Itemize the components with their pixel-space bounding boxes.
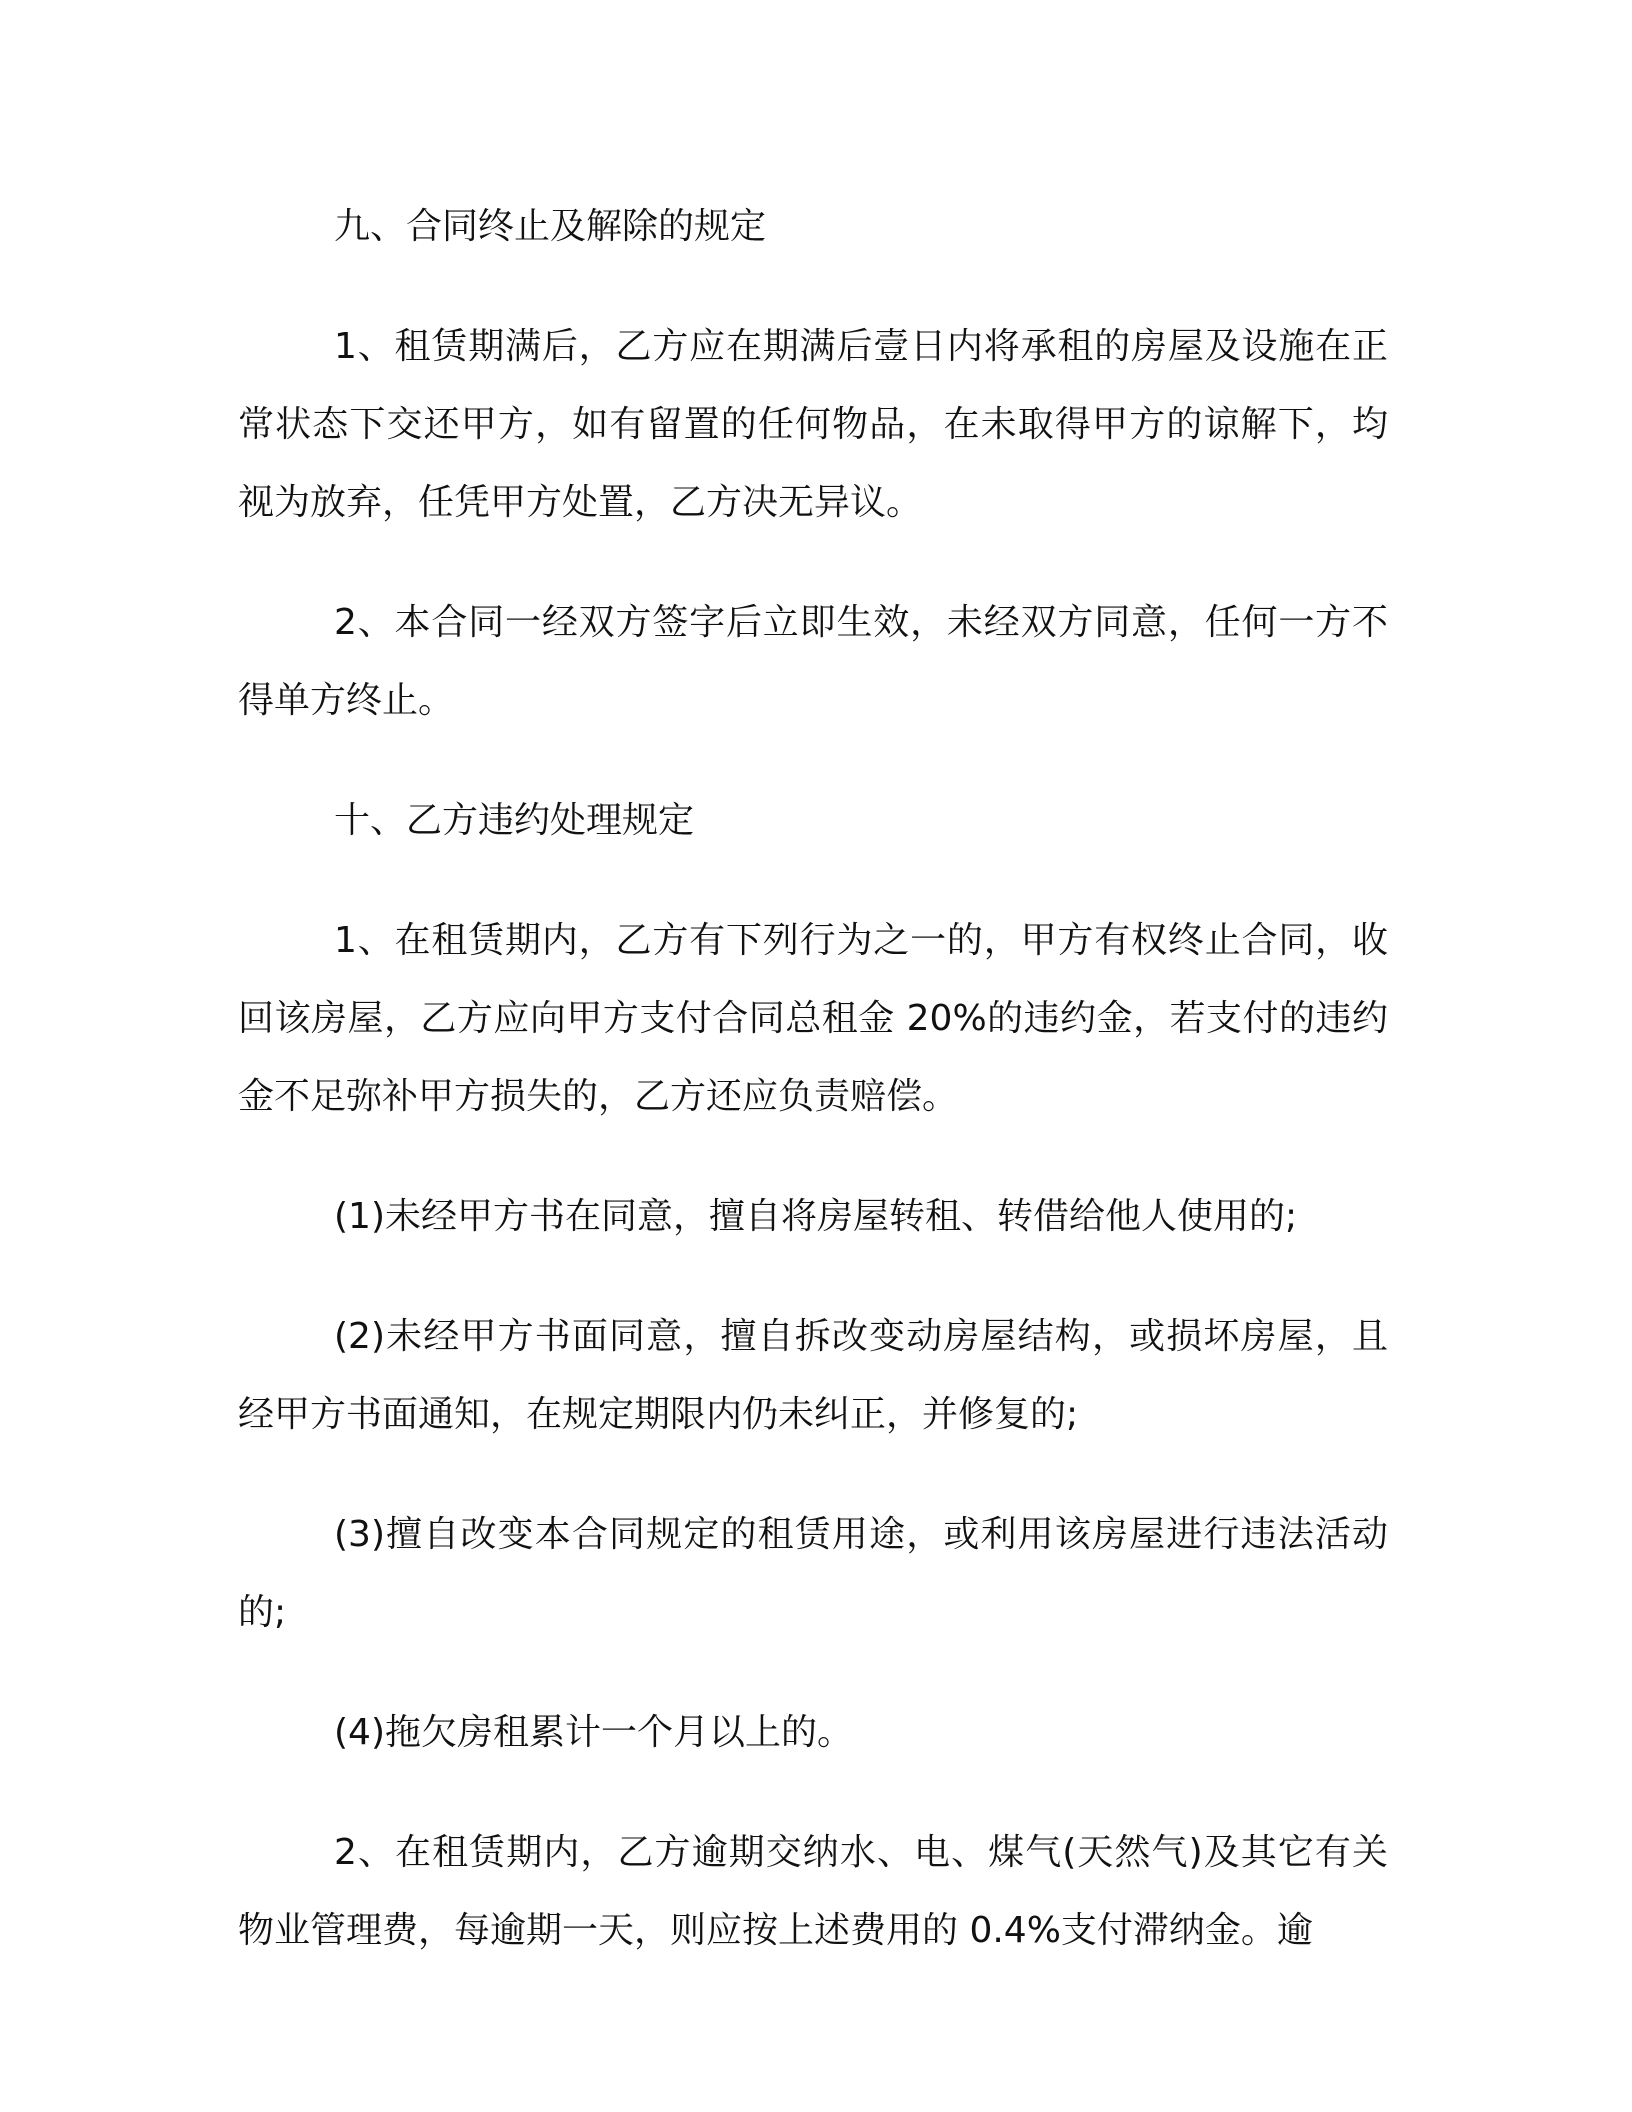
clause-9-2: 2、本合同一经双方签字后立即生效，未经双方同意，任何一方不得单方终止。	[238, 602, 1388, 721]
list-item-3: (3)擅自改变本合同规定的租赁用途，或利用该房屋进行违法活动的;	[238, 1514, 1388, 1633]
section-heading-10: 十、乙方违约处理规定	[334, 800, 695, 841]
document-page	[238, 188, 1388, 2012]
list-item-1: (1)未经甲方书在同意，擅自将房屋转租、转借给他人使用的;	[334, 1196, 1298, 1237]
clause-10-2: 2、在租赁期内，乙方逾期交纳水、电、煤气(天然气)及其它有关物业管理费，每逾期一天，则应按上述费用的 0.4%支付滞纳金。逾	[238, 1832, 1388, 1951]
clause-10-1: 1、在租赁期内，乙方有下列行为之一的，甲方有权终止合同，收回该房屋，乙方应向甲方支付合同总租金 20%的违约金，若支付的违约金不足弥补甲方损失的，乙方还应负责赔偿。	[238, 920, 1388, 1117]
section-heading-9: 九、合同终止及解除的规定	[334, 206, 767, 247]
list-item-4: (4)拖欠房租累计一个月以上的。	[334, 1712, 853, 1753]
clause-9-1: 1、租赁期满后，乙方应在期满后壹日内将承租的房屋及设施在正常状态下交还甲方，如有留置的任何物品，在未取得甲方的谅解下，均视为放弃，任凭甲方处置，乙方决无异议。	[238, 326, 1388, 523]
list-item-2: (2)未经甲方书面同意，擅自拆改变动房屋结构，或损坏房屋，且经甲方书面通知，在规定期限内仍未纠正，并修复的;	[238, 1316, 1388, 1435]
